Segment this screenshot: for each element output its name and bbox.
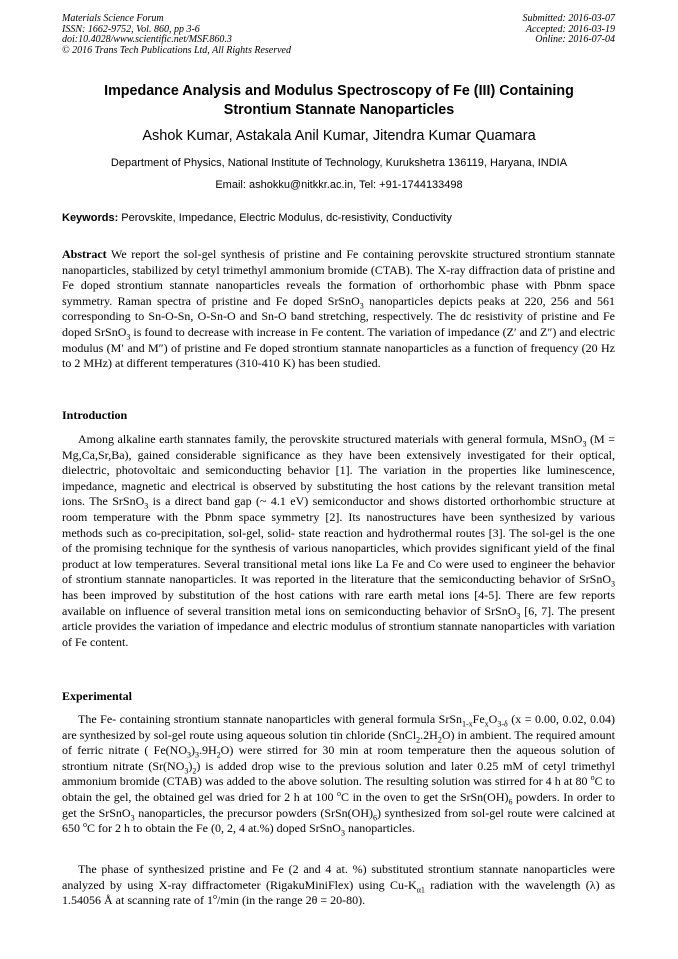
journal-copyright: © 2016 Trans Tech Publications Ltd, All Rights Reserved	[62, 44, 291, 56]
keywords	[62, 212, 622, 224]
experimental-paragraph-2: The phase of synthesized pristine and Fe (2 and 4 at. %) substituted strontium stannate nanoparticles were analyzed by using X-ray diffractometer (RigakuMiniFlex) using $Cu-K_{\alpha 1}$ radiation with the wavelength (λ) as 1.54056 Å at scanning rate of 1$^o$/min (in the range 2θ = 20-80).	[62, 862, 615, 908]
journal-doi: doi:10.4028/www.scientific.net/MSF.860.3	[62, 34, 232, 45]
affiliation: Department of Physics, National Institute of Technology, Kurukshetra 136119, Haryana, INDIA	[110, 157, 568, 169]
title-line-2: Strontium Stannate Nanoparticles	[223, 102, 455, 118]
author-list: Ashok Kumar, Astakala Anil Kumar, Jitendra Kumar Quamara	[142, 128, 536, 144]
online-date: Online: 2016-07-04	[535, 34, 615, 45]
contact-email: Email: ashokku@nitkkr.ac.in, Tel: +91-1744133498	[215, 179, 463, 191]
submitted-date: Submitted: 2016-03-07	[522, 13, 615, 24]
introduction-paragraph: Among alkaline earth stannates family, the perovskite structured materials with general formula, MSnO$_3$ (M = Mg,Ca,Sr,Ba), gained considerable significance as they have been extensively investigated for their optical, dielectric, photovoltaic and semiconducting behavior [1]. The variation in the properties like luminescence, impedance, magnetic and electrical is observed by substituting the host cations by the relevant transition metal ions. The SrSnO$_3$ is a direct band gap (~ 4.1 eV) semiconductor and shows distorted orthorhombic structure at room temperature with the Pbnm space symmetry [2]. Its nanostructures have been synthesized by various methods such as co-precipitation, sol-gel, solid- state reaction and hydrothermal routes [3]. The sol-gel is the one of the promising technique for the synthesis of various nanoparticles, which provides significant yield of the final product at low temperatures. Several transitional metal ions like La Fe and Co were used to engineer the behavior of strontium stannate nanoparticles. It was reported in the literature that the semiconducting behavior of SrSnO$_3$ has been improved by substitution of the host cations with rare earth metal ions [4-5]. There are few reports available on influence of several transition metal ions on semiconducting behavior of SrSnO$_3$ [6, 7]. The present article provides the variation of impedance and electric modulus of strontium stannate nanoparticles with variation of Fe content.	[62, 432, 616, 649]
accepted-date: Accepted: 2016-03-19	[525, 23, 615, 35]
title-line-1: Impedance Analysis and Modulus Spectroscopy of Fe (III) Containing	[104, 83, 574, 99]
abstract-paragraph: Abstract We report the sol-gel synthesis of pristine and Fe containing perovskite structured strontium stannate nanoparticles, stabilized by cetyl trimethyl ammonium bromide (CTAB). The X-ray diffraction data of pristine and Fe doped strontium stannate nanoparticles reveals the formation of orthorhombic phase with Pbnm space symmetry. Raman spectra of pristine and Fe doped SrSnO$_3$ nanoparticles depicts peaks at 220, 256 and 561 corresponding to Sn-O-Sn, O-Sn-O and Sn-O band stretching, respectively. The dc resistivity of pristine and Fe doped SrSnO$_3$ is found to decrease with increase in Fe content. The variation of impedance (Z′ and Z″) and electric modulus (M′ and M″) of pristine and Fe doped strontium stannate nanoparticles as a function of frequency (20 Hz to 2 MHz) at different temperatures (310-410 K) has been studied.	[62, 247, 615, 371]
keywords-label: Keywords:	[62, 212, 119, 224]
abstract-label: Abstract	[62, 247, 107, 261]
introduction-heading: Introduction	[62, 408, 128, 422]
keywords-text: Perovskite, Impedance, Electric Modulus, dc-resistivity, Conductivity	[118, 212, 452, 224]
experimental-paragraph-1: The Fe- containing strontium stannate nanoparticles with general formula $SrSn_{1-x}Fe_xO_{3-\delta}$ (x = 0.00, 0.02, 0.04) are synthesized by sol-gel route using aqueous solution tin chloride $(SnCl_2.2H_2O)$ in ambient. The required amount of ferric nitrate ( $Fe(NO_3)_3.9H_2O$) were stirred for 30 min at room temperature then the aqueous solution of strontium nitrate $(Sr(NO_3)_2)$ is added drop wise to the previous solution and later 0.25 mM of cetyl trimethyl ammonium bromide (CTAB) was added to the above solution. The resulting solution was stirred for 4 h at 80 $^o$C to obtain the gel, the obtained gel was dried for 2 h at 100 $^o$C in the oven to get the $SrSn(OH)_6$ powders. In order to get the SrSnO$_3$ nanoparticles, the precursor powders $(SrSn(OH)_6)$ synthesized from sol-gel route were calcined at 650 $^o$C for 2 h to obtain the Fe (0, 2, 4 at.%) doped SrSnO$_3$ nanoparticles.	[62, 712, 615, 838]
journal-meta	[62, 14, 291, 56]
paper-title	[60, 82, 618, 120]
journal-issn: ISSN: 1662-9752, Vol. 860, pp 3-6	[62, 23, 200, 35]
publication-dates	[523, 14, 616, 46]
experimental-heading: Experimental	[62, 689, 132, 703]
journal-name: Materials Science Forum	[62, 13, 164, 24]
